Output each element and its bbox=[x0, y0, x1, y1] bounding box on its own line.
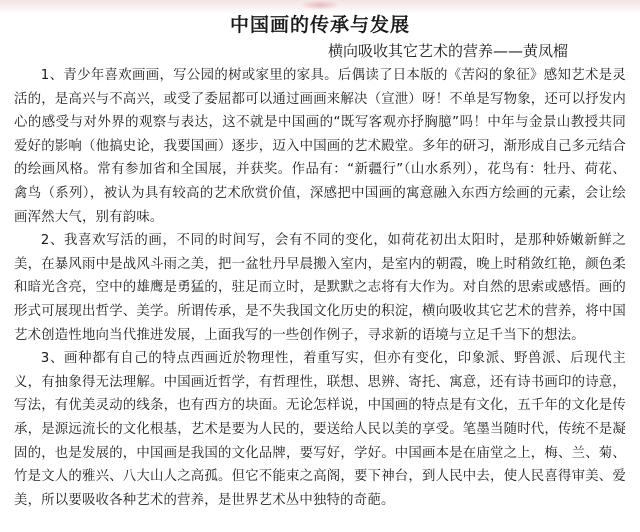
article-title: 中国画的传承与发展 bbox=[229, 14, 410, 36]
paragraph-3: 3、画种都有自己的特点西画近於物理性，着重写实，但亦有变化，印象派、野兽派、后现代主义，有抽象得无法理解。中国画近哲学，有哲理性，联想、思辨、寄托、寓意，还有诗书画印的诗意，写法，有优美灵动的线条，也有西方的块面。无论怎样说，中国画的特点是有文化，五千年的文化是传承，是源远流长的文化根基，艺术是要为人民的，要送给人民以美的享受。笔墨当随时代，传统不是凝固的，也是发展的，中国画是我国的文化品牌，要写好，学好。中国画本是在庙堂之上，梅、兰、菊、竹是文人的雅兴、八大山人之高孤。但它不能束之高阁，要下神台，到人民中去，使人民喜得审美、爱美，所以要吸收各种艺术的营养，是世界艺术丛中独特的奇葩。 bbox=[14, 351, 626, 508]
article bbox=[14, 10, 626, 512]
article-subtitle: 横向吸收其它艺术的营养——黄凤榴 bbox=[327, 42, 568, 60]
paragraph-2: 2、我喜欢写活的画，不同的时间写，会有不同的变化，如荷花初出太阳时，是那种娇嫩新鲜之美，在暴风雨中是战风斗雨之美，把一盆牡丹早晨搬入室内，是室内的朝霞，晚上时稍敛红艳，颜色柔和暗光含亮，空中的雄鹰是勇猛的，驻足而立时，是默默之志将有大作为。对自然的思索或感悟。画的形式可展现出哲学、美学。所谓传承，是不失我国文化历史的积淀，横向吸收其它艺术的营养，将中国艺术创造性地向当代推进发展，上面我写的一些创作例子，寻求新的语境与立足千当下的想法。 bbox=[14, 233, 626, 343]
paragraph-1: 1、青少年喜欢画画，写公园的树或家里的家具。后偶读了日本版的《苦闷的象征》感知艺术是灵活的，是高兴与不高兴，或受了委屈都可以通过画画来解决（宣泄）呀！不单是写物象，还可以抒发内心的感受与对外界的观察与表达，这不就是中国画的“既写客观亦抒胸臆”吗！中年与金景山教授共同爱好的影响（他搞史论，我要国画）逐步，迈入中国画的艺术殿堂。多年的研习，渐形成自己多元结合的绘画风格。常有参加省和全国展，并获奖。作品有：“新疆行”（山水系列），花鸟有：牡丹、荷花、禽鸟（系列），被认为具有较高的艺术欣赏价值，深感把中国画的寓意融入东西方绘画的元素，会让绘画浑然大气，别有韵味。 bbox=[14, 68, 626, 225]
banner-ornament bbox=[300, 0, 340, 10]
